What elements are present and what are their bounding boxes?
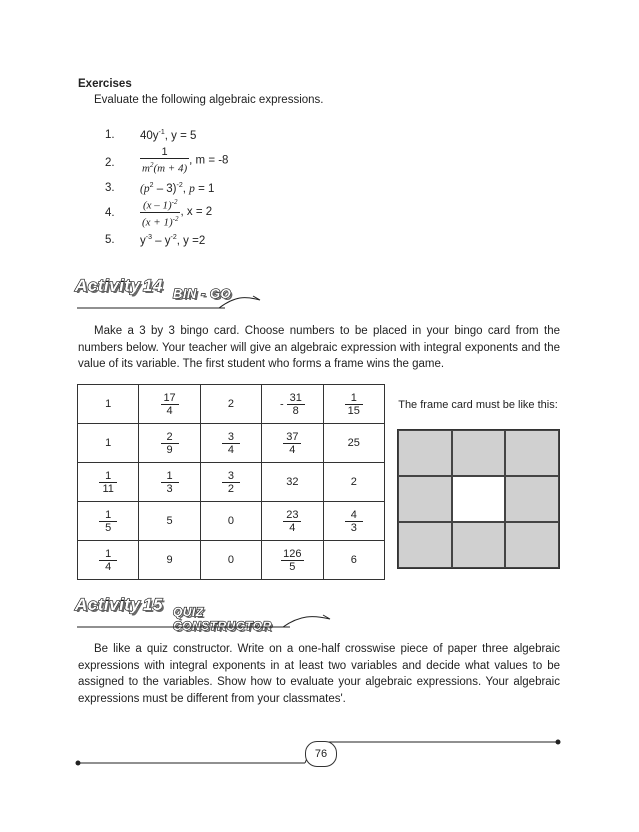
bingo-cell [323,385,384,424]
fraction-numerator: 1 [105,508,112,521]
bingo-value: 1 [105,398,112,410]
frame-cell-shaded [452,430,506,476]
bingo-cell [200,424,261,463]
table-row [78,463,385,502]
bingo-value: 9 [166,554,173,566]
frame-cell-shaded [398,430,452,476]
bingo-value: 1 [105,437,112,449]
fraction [345,509,363,534]
bingo-cell [262,424,323,463]
fraction [161,431,179,456]
activity-subtitle: QUIZ CONSTRUCTOR [173,605,272,633]
fraction [99,509,117,534]
fraction-denominator: 15 [345,404,363,417]
bingo-cell [78,541,139,580]
bingo-cell [139,502,200,541]
exercises-heading: Exercises [78,78,132,90]
fraction-numerator: 4 [350,508,357,521]
bingo-value: 25 [347,437,360,449]
bingo-cell [262,385,323,424]
bingo-value: 5 [166,515,173,527]
table-row [78,385,385,424]
exercise-5-expression: $y^{-3} - y^{-2}$, y =2 [140,234,206,247]
bingo-cell [78,385,139,424]
activity-number: 15 [143,595,163,614]
bingo-cell [139,463,200,502]
frame-cell-shaded [398,476,452,522]
fraction-numerator: 3 [227,469,234,482]
fraction-denominator: 4 [283,443,301,456]
exercise-number: 2. [105,157,115,169]
bingo-cell [139,385,200,424]
frame-cell-empty [452,476,506,522]
fraction-numerator: 126 [283,547,302,560]
exercise-number: 1. [105,129,115,141]
negative-sign: - [279,398,287,410]
bingo-cell [78,463,139,502]
bingo-cell [200,502,261,541]
bingo-cell [262,541,323,580]
table-row [78,424,385,463]
fraction [345,392,363,417]
activity-subtitle: BIN - GO [173,286,232,301]
frame-cell-shaded [505,430,559,476]
bingo-value: 2 [227,398,234,410]
fraction [287,392,305,417]
activity-15-paragraph: Be like a quiz constructor. Write on a one-half crosswise piece of paper three algebraic expressions with integral exponents in at least two variables and decide what values to be assigned to the variables. Show how to evaluate your algebraic expressions. Your algebraic expressions must be different from your classmates'. [78,643,560,705]
frame-card [397,429,560,569]
exercise-number: 4. [105,207,115,219]
fraction-denominator: 4 [161,404,179,417]
fraction-denominator: 8 [287,404,305,417]
fraction-numerator: 2 [166,430,173,443]
fraction-denominator: 4 [283,521,301,534]
bingo-cell [78,424,139,463]
exercise-number: 5. [105,234,115,246]
exercise-3-expression: $(p^2 - 3)^{-2}$, p = 1 [140,182,215,195]
frame-cell-shaded [398,522,452,568]
frame-cell-shaded [452,522,506,568]
activity-number: 14 [143,276,163,295]
bingo-cell [323,502,384,541]
fraction [161,392,179,417]
fraction-denominator: 2 [222,482,240,495]
table-row [78,541,385,580]
fraction [222,470,240,495]
fraction-numerator: 1 [105,547,112,560]
bingo-value: 32 [286,476,299,488]
activity-word: Activity [75,276,141,295]
exercise-2-expression: $\frac{1}{m^2(m + 4)}$ , m = -8 [142,146,229,175]
fraction [281,548,303,573]
activity-14-paragraph: Make a 3 by 3 bingo card. Choose numbers to be placed in your bingo card from the numbers below. Your teacher will give an algebraic expression with integral exponents and the value of its variable. The first student who forms a frame wins the game. [78,325,560,370]
fraction-denominator: 11 [99,482,117,495]
bingo-cell [262,502,323,541]
bingo-cell [78,502,139,541]
fraction-numerator: 31 [289,391,302,404]
fraction-numerator: 23 [286,508,299,521]
fraction-denominator: 5 [99,521,117,534]
fraction [99,470,117,495]
fraction-denominator: 5 [281,560,303,573]
exercise-4-expression: $\frac{(x - 1)^{-2}}{(x + 1)^{-2}}$ , x = 2 [142,198,213,229]
fraction-denominator: 4 [222,443,240,456]
table-row [78,502,385,541]
frame-cell-shaded [505,522,559,568]
frame-cell-shaded [505,476,559,522]
bingo-cell [200,463,261,502]
page-number: 76 [305,741,337,767]
exercise-number: 3. [105,182,115,194]
frame-card-caption: The frame card must be like this: [398,399,558,411]
fraction-denominator: 4 [99,560,117,573]
fraction [222,431,240,456]
fraction-denominator: 3 [345,521,363,534]
fraction-numerator: 1 [350,391,357,404]
bingo-cell [139,541,200,580]
bingo-value: 2 [350,476,357,488]
fraction [283,431,301,456]
bingo-numbers-table [77,384,385,580]
bingo-cell [323,541,384,580]
fraction-numerator: 3 [227,430,234,443]
exercise-1-expression: $40y^{-1}$, y = 5 [140,129,197,142]
bingo-cell [262,463,323,502]
banner-underline-icon [75,609,345,631]
fraction [99,548,117,573]
activity-word: Activity [75,595,141,614]
fraction-numerator: 37 [286,430,299,443]
bingo-value: 0 [227,515,234,527]
fraction-numerator: 17 [163,391,176,404]
bingo-cell [139,424,200,463]
banner-underline-icon [75,290,275,312]
bingo-cell [323,463,384,502]
fraction-numerator: 1 [166,469,173,482]
fraction-denominator: 9 [161,443,179,456]
exercises-instruction: Evaluate the following algebraic expressions. [94,94,324,106]
bingo-value: 0 [227,554,234,566]
fraction [161,470,179,495]
fraction-numerator: 1 [105,469,112,482]
fraction-denominator: 3 [161,482,179,495]
fraction [283,509,301,534]
bingo-cell [200,541,261,580]
bingo-cell [200,385,261,424]
bingo-cell [323,424,384,463]
bingo-value: 6 [350,554,357,566]
